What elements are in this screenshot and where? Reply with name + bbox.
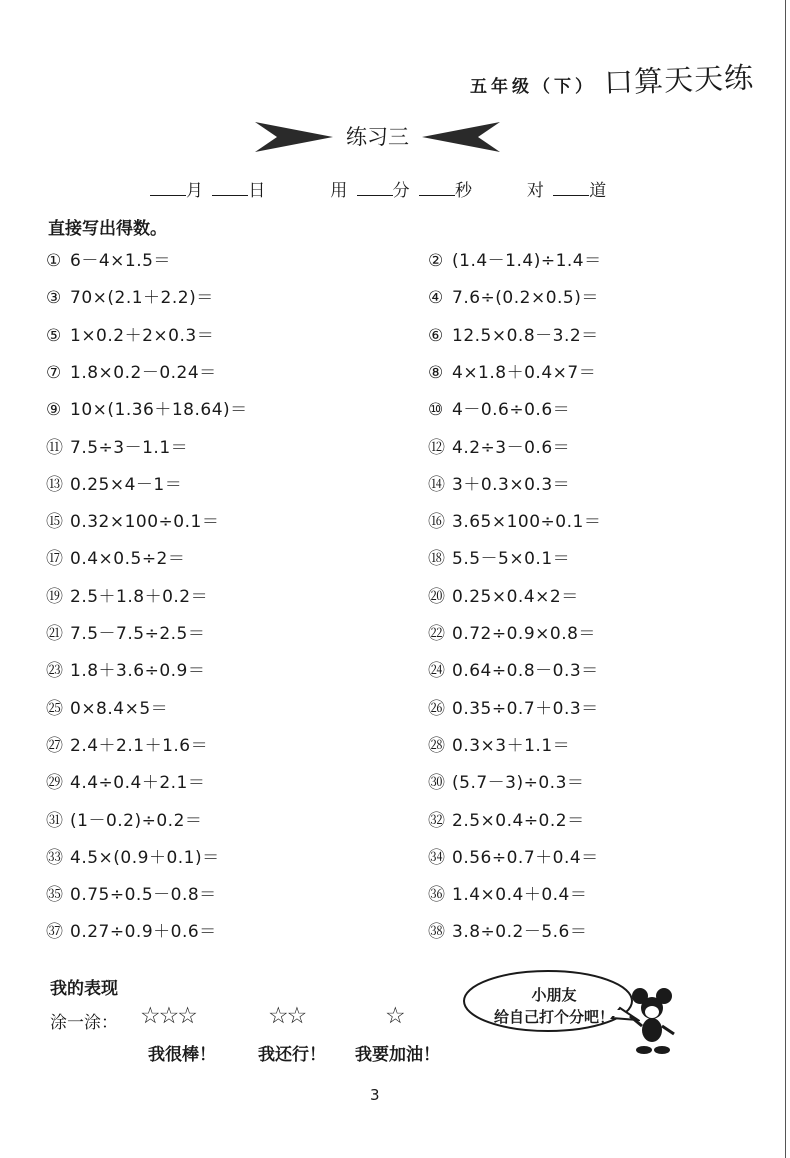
problem-expression: 4.2÷3－0.6＝ [452, 437, 571, 458]
problem-number: ㉖ [428, 698, 446, 719]
grade-label: 五年级（下） [470, 77, 596, 97]
problem-item [46, 544, 185, 569]
problem-item [428, 433, 570, 458]
problem-number: ㉛ [46, 810, 64, 831]
problem-expression: 12.5×0.8－3.2＝ [452, 325, 599, 346]
three-stars-icon[interactable]: ☆☆☆ [140, 1003, 196, 1029]
problem-item [46, 731, 208, 756]
problem-expression: 2.5×0.4÷0.2＝ [452, 810, 585, 831]
problem-expression: 6－4×1.5＝ [70, 251, 171, 271]
two-stars-icon[interactable]: ☆☆ [268, 1003, 306, 1029]
problem-number: ⑲ [46, 586, 64, 607]
seconds-label: 秒 [455, 181, 473, 201]
problem-number: ① [46, 251, 62, 271]
problem-item [46, 395, 248, 420]
problem-number: ⑰ [46, 549, 64, 570]
problem-item [46, 917, 217, 942]
problem-number: ㊳ [428, 922, 446, 943]
problem-item [428, 283, 599, 308]
problem-item [46, 283, 214, 308]
problem-item [428, 656, 599, 681]
problem-number: ⑥ [428, 325, 444, 346]
problem-expression: 0.64÷0.8－0.3＝ [452, 661, 599, 682]
bubble-line-2: 给自己打个分吧！ [493, 1008, 614, 1026]
problem-item [428, 880, 587, 905]
problem-number: ⑧ [428, 362, 444, 383]
bubble-line-1: 小朋友 [531, 986, 577, 1004]
problem-expression: 0.56÷0.7＋0.4＝ [452, 847, 599, 868]
one-star-icon[interactable]: ☆ [385, 1003, 404, 1029]
time-record-row [150, 176, 610, 201]
problem-item [46, 507, 219, 532]
problem-item [46, 619, 205, 644]
day-blank[interactable] [212, 179, 248, 196]
problem-expression: 1.8＋3.6÷0.9＝ [70, 661, 206, 682]
problem-item [46, 470, 182, 495]
problem-number: ⑦ [46, 362, 62, 383]
rating-try: 我要加油！ [355, 1045, 440, 1065]
problem-number: ㉙ [46, 773, 64, 794]
questions-label: 道 [589, 181, 607, 201]
problem-expression: 1.8×0.2－0.24＝ [70, 362, 217, 383]
problem-item [46, 246, 171, 271]
problem-number: ㊲ [46, 922, 64, 943]
problem-number: ㉔ [428, 661, 446, 682]
problem-number: ⑱ [428, 549, 446, 570]
minutes-label: 分 [392, 181, 410, 201]
problem-number: ⑨ [46, 400, 62, 421]
problem-expression: 2.4＋2.1＋1.6＝ [70, 735, 209, 756]
day-label: 日 [248, 181, 266, 201]
performance-title: 我的表现 [50, 979, 118, 999]
problem-expression: 7.5÷3－1.1＝ [70, 437, 189, 458]
problem-number: ㊱ [428, 885, 446, 906]
page-edge-line [785, 0, 786, 1158]
problem-expression: 7.5－7.5÷2.5＝ [70, 624, 206, 644]
problem-number: ⑬ [46, 474, 64, 495]
problem-number: ㉓ [46, 661, 64, 682]
problem-item [428, 321, 599, 346]
problem-item [428, 246, 602, 271]
problem-number: ㉑ [46, 624, 64, 644]
problem-expression: 0.25×4－1＝ [70, 474, 183, 495]
problem-item [46, 880, 217, 905]
color-prompt: 涂一涂： [50, 1013, 118, 1033]
problem-expression: 0×8.4×5＝ [70, 698, 169, 719]
series-title: 口算天天练 [603, 60, 755, 100]
problem-expression: 1×0.2＋2×0.3＝ [70, 325, 215, 346]
problem-item [428, 507, 601, 532]
problem-item [428, 544, 570, 569]
correct-label: 对 [526, 181, 544, 201]
problem-item [428, 843, 599, 868]
problem-number: ㉒ [428, 624, 446, 644]
problem-expression: 10×(1.36＋18.64)＝ [70, 400, 248, 421]
problem-expression: 4－0.6÷0.6＝ [452, 400, 571, 421]
problem-item [428, 358, 596, 383]
problem-number: ⑩ [428, 400, 444, 421]
problem-expression: 3.65×100÷0.1＝ [452, 512, 602, 533]
problem-number: ㉕ [46, 698, 64, 719]
problem-item [46, 656, 205, 681]
problem-number: ㉞ [428, 847, 446, 868]
problem-number: ⑭ [428, 474, 446, 495]
problem-expression: 1.4×0.4＋0.4＝ [452, 885, 588, 906]
problem-expression: 0.27÷0.9＋0.6＝ [70, 922, 217, 943]
problem-number: ② [428, 251, 444, 271]
instruction-text: 直接写出得数。 [48, 219, 167, 239]
problem-number: ⑯ [428, 512, 446, 533]
problem-expression: 4.4÷0.4＋2.1＝ [70, 773, 206, 794]
exercise-title: 练习三 [346, 125, 409, 149]
problem-item [46, 843, 220, 868]
exercise-title-banner [255, 118, 500, 156]
problem-expression: 5.5－5×0.1＝ [452, 549, 571, 570]
problem-expression: (1.4－1.4)÷1.4＝ [452, 251, 602, 271]
problem-item [46, 694, 168, 719]
problem-number: ⑤ [46, 325, 62, 346]
bubble-text [470, 984, 638, 1028]
problem-expression: 0.75÷0.5－0.8＝ [70, 885, 217, 906]
problem-expression: 3.8÷0.2－5.6＝ [452, 922, 588, 943]
problem-number: ③ [46, 288, 62, 309]
problem-number: ⑪ [46, 437, 64, 458]
problem-item [46, 358, 217, 383]
problem-item [46, 433, 188, 458]
problem-number: ㉚ [428, 773, 446, 794]
cartoon-mouse-icon [622, 986, 682, 1056]
problem-expression: (5.7－3)÷0.3＝ [452, 773, 585, 794]
page-number: 3 [370, 1086, 380, 1104]
problem-item [428, 806, 585, 831]
problem-number: ⑮ [46, 512, 64, 533]
problem-number: ㉜ [428, 810, 446, 831]
problem-expression: 4×1.8＋0.4×7＝ [452, 362, 597, 383]
problem-item [428, 917, 587, 942]
problem-item [428, 731, 570, 756]
problem-number: ㉘ [428, 735, 446, 756]
used-label: 用 [330, 181, 348, 201]
problem-expression: 0.35÷0.7＋0.3＝ [452, 698, 599, 719]
problem-number: ⑳ [428, 586, 446, 607]
problem-item [428, 395, 570, 420]
minutes-blank[interactable] [357, 179, 393, 196]
problem-number: ④ [428, 288, 444, 309]
problem-number: ⑫ [428, 437, 446, 458]
correct-count-blank[interactable] [553, 179, 589, 196]
problem-item [428, 694, 599, 719]
rating-great: 我很棒！ [148, 1045, 216, 1065]
problem-item [46, 321, 214, 346]
month-blank[interactable] [150, 179, 186, 196]
problem-item [428, 619, 596, 644]
problem-number: ㉝ [46, 847, 64, 868]
problem-item [428, 768, 584, 793]
seconds-blank[interactable] [419, 179, 455, 196]
problem-item [46, 806, 202, 831]
problem-number: ㉗ [46, 735, 64, 756]
problem-expression: 0.32×100÷0.1＝ [70, 512, 220, 533]
problem-expression: (1－0.2)÷0.2＝ [70, 810, 203, 831]
problem-expression: 0.25×0.4×2＝ [452, 586, 579, 607]
problem-expression: 70×(2.1＋2.2)＝ [70, 288, 214, 309]
problem-expression: 7.6÷(0.2×0.5)＝ [452, 288, 599, 309]
problem-expression: 0.4×0.5÷2＝ [70, 549, 186, 570]
problem-item [46, 582, 208, 607]
month-label: 月 [186, 181, 203, 201]
problem-expression: 0.72÷0.9×0.8＝ [452, 624, 596, 644]
problem-item [428, 582, 579, 607]
problem-expression: 0.3×3＋1.1＝ [452, 735, 571, 756]
problem-expression: 3＋0.3×0.3＝ [452, 474, 571, 495]
problem-expression: 4.5×(0.9＋0.1)＝ [70, 847, 220, 868]
problem-expression: 2.5＋1.8＋0.2＝ [70, 586, 209, 607]
problem-item [46, 768, 205, 793]
problem-number: ㉟ [46, 885, 64, 906]
rating-ok: 我还行！ [258, 1045, 326, 1065]
problem-item [428, 470, 570, 495]
